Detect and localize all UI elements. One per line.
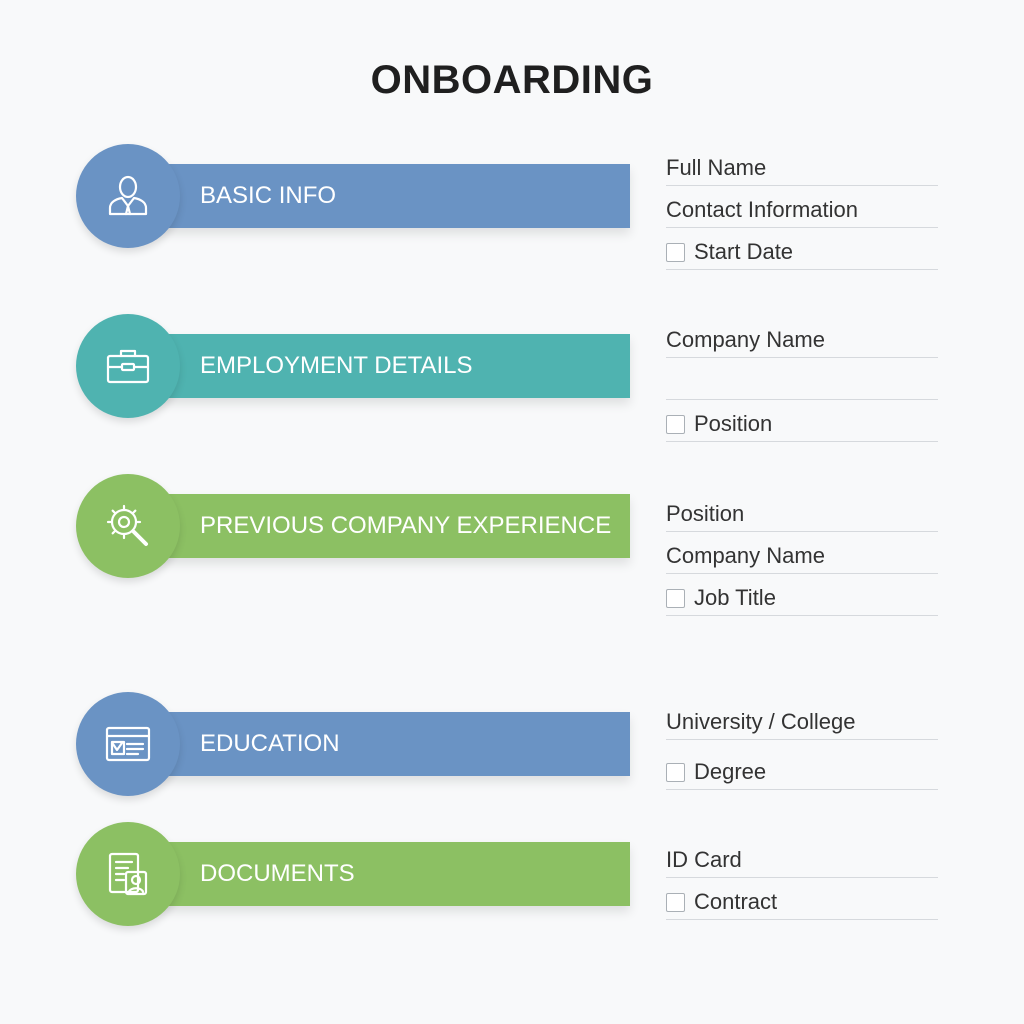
field-group-employment-details	[666, 316, 938, 442]
field-label: Contact Information	[666, 197, 858, 222]
section-label: BASIC INFO	[200, 182, 337, 209]
page-title: ONBOARDING	[370, 58, 654, 102]
section-employment-details[interactable]	[76, 314, 636, 418]
section-label: PREVIOUS COMPANY EXPERIENCE	[200, 512, 612, 539]
field-degree[interactable]	[666, 740, 938, 790]
field-company-name[interactable]	[666, 316, 938, 358]
section-documents[interactable]	[76, 822, 636, 926]
field-contract[interactable]	[666, 878, 938, 920]
checkbox[interactable]	[666, 243, 685, 262]
section-education[interactable]	[76, 692, 636, 796]
section-label: DOCUMENTS	[200, 860, 355, 887]
field-id-card[interactable]	[666, 836, 938, 878]
field-label: Job Title	[694, 585, 776, 610]
field-label: Full Name	[666, 155, 767, 180]
section-basic-info[interactable]	[76, 144, 636, 248]
section-icon-circle[interactable]	[76, 314, 180, 418]
checkbox[interactable]	[666, 893, 685, 912]
document-id-icon	[100, 846, 156, 902]
field-contact-information[interactable]	[666, 186, 938, 228]
field-start-date[interactable]	[666, 228, 938, 270]
field-group-previous-company-experience	[666, 490, 938, 616]
gear-search-icon	[100, 498, 156, 554]
field-group-education	[666, 698, 938, 790]
field-label: Position	[694, 411, 773, 436]
field-label: Contract	[694, 889, 778, 914]
section-icon-circle[interactable]	[76, 822, 180, 926]
certificate-icon	[100, 716, 156, 772]
field-label: ID Card	[666, 847, 742, 872]
field-university-college[interactable]	[666, 698, 938, 740]
section-label: EDUCATION	[200, 730, 340, 757]
checkbox[interactable]	[666, 589, 685, 608]
field-label: University / College	[666, 709, 856, 734]
section-previous-company-experience[interactable]	[76, 474, 636, 578]
field-job-title[interactable]	[666, 574, 938, 616]
section-label: EMPLOYMENT DETAILS	[200, 352, 473, 379]
field-label: Company Name	[666, 327, 825, 352]
field-position[interactable]	[666, 400, 938, 442]
section-icon-circle[interactable]	[76, 474, 180, 578]
person-icon	[100, 168, 156, 224]
checkbox[interactable]	[666, 415, 685, 434]
field-company-name[interactable]	[666, 532, 938, 574]
field-position[interactable]	[666, 490, 938, 532]
field-full-name[interactable]	[666, 144, 938, 186]
field-label: Start Date	[694, 239, 794, 264]
field-label: Company Name	[666, 543, 825, 568]
briefcase-icon	[100, 338, 156, 394]
section-icon-circle[interactable]	[76, 144, 180, 248]
field-group-basic-info	[666, 144, 938, 270]
checkbox[interactable]	[666, 763, 685, 782]
field-empty[interactable]	[666, 358, 938, 400]
section-icon-circle[interactable]	[76, 692, 180, 796]
field-label: Degree	[694, 759, 767, 784]
field-group-documents	[666, 836, 938, 920]
field-label: Position	[666, 501, 745, 526]
